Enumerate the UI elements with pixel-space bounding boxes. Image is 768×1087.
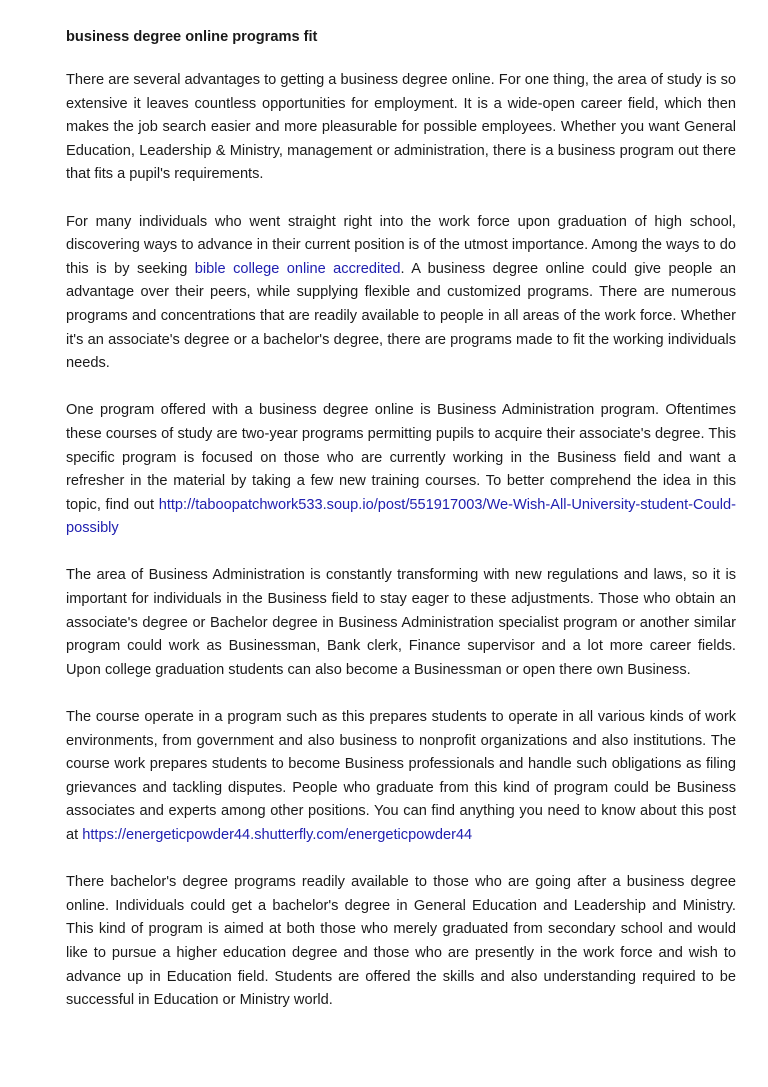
paragraph-3-text-before: One program offered with a business degree online is Business Administration program. Oftentimes these courses of study are two-year programs permitting pupils to acquire their associate's degree. This specific program is focused on those who are currently working in the Business field and want a refresher in the material by taking a few new training courses. To better comprehend the idea in this topic, find out <box>66 402 736 513</box>
paragraph-2-text-after: . A business degree online could give people an advantage over their peers, while supplying flexible and customized programs. There are numerous programs and concentrations that are readily available to people in all areas of the work force. Whether it's an associate's degree or a bachelor's degree, there are programs made to fit the working individuals needs. <box>66 260 736 372</box>
paragraph-4: The area of Business Administration is constantly transforming with new regulations and laws, so it is important for individuals in the Business field to stay eager to these adjustments. Those who obtain an associate's degree or Bachelor degree in Business Administration specialist program or another similar program could work as Businessman, Bank clerk, Finance supervisor and a lot more career fields. Upon college graduation students can also become a Businessman or open there own Business. <box>66 567 736 678</box>
bible-college-link[interactable]: bible college online accredited <box>194 260 401 277</box>
paragraph-2-text-before: For many individuals who went straight right into the work force upon graduation of high school, discovering ways to advance in their current position is of the utmost importance. Among the ways to do this is by seeking <box>66 213 736 277</box>
paragraph-3 <box>66 399 736 541</box>
soup-io-link[interactable]: http://taboopatchwork533.soup.io/post/551917003/We-Wish-All-University-student-Could-possibly <box>66 496 736 537</box>
document-page <box>66 27 736 1036</box>
paragraph-5 <box>66 706 736 848</box>
document-title: business degree online programs fit <box>66 29 318 45</box>
paragraph-1: There are several advantages to getting a business degree online. For one thing, the area of study is so extensive it leaves countless opportunities for employment. It is a wide-open career field, which then makes the job search easier and more pleasurable for possible employees. Whether you want General Education, Leadership & Ministry, management or administration, there is a business program out there that fits a pupil's requirements. <box>66 72 736 183</box>
paragraph-5-text-before: The course operate in a program such as this prepares students to operate in all various kinds of work environments, from government and also business to nonprofit organizations and also institutions. The course work prepares students to become Business professionals and handle such obligations as filing grievances and tackling disputes. People who graduate from this kind of program could be Business associates and experts among other positions. You can find anything you need to know about this post at <box>66 709 736 843</box>
paragraph-2 <box>66 211 736 376</box>
paragraph-6: There bachelor's degree programs readily available to those who are going after a business degree online. Individuals could get a bachelor's degree in General Education and Leadership and Ministry. This kind of program is aimed at both those who merely graduated from secondary school and would like to pursue a higher education degree and those who are presently in the work force and wish to advance up in Education field. Students are offered the skills and also understanding required to be successful in Education or Ministry world. <box>66 874 736 1009</box>
shutterfly-link[interactable]: https://energeticpowder44.shutterfly.com/energeticpowder44 <box>82 827 473 843</box>
